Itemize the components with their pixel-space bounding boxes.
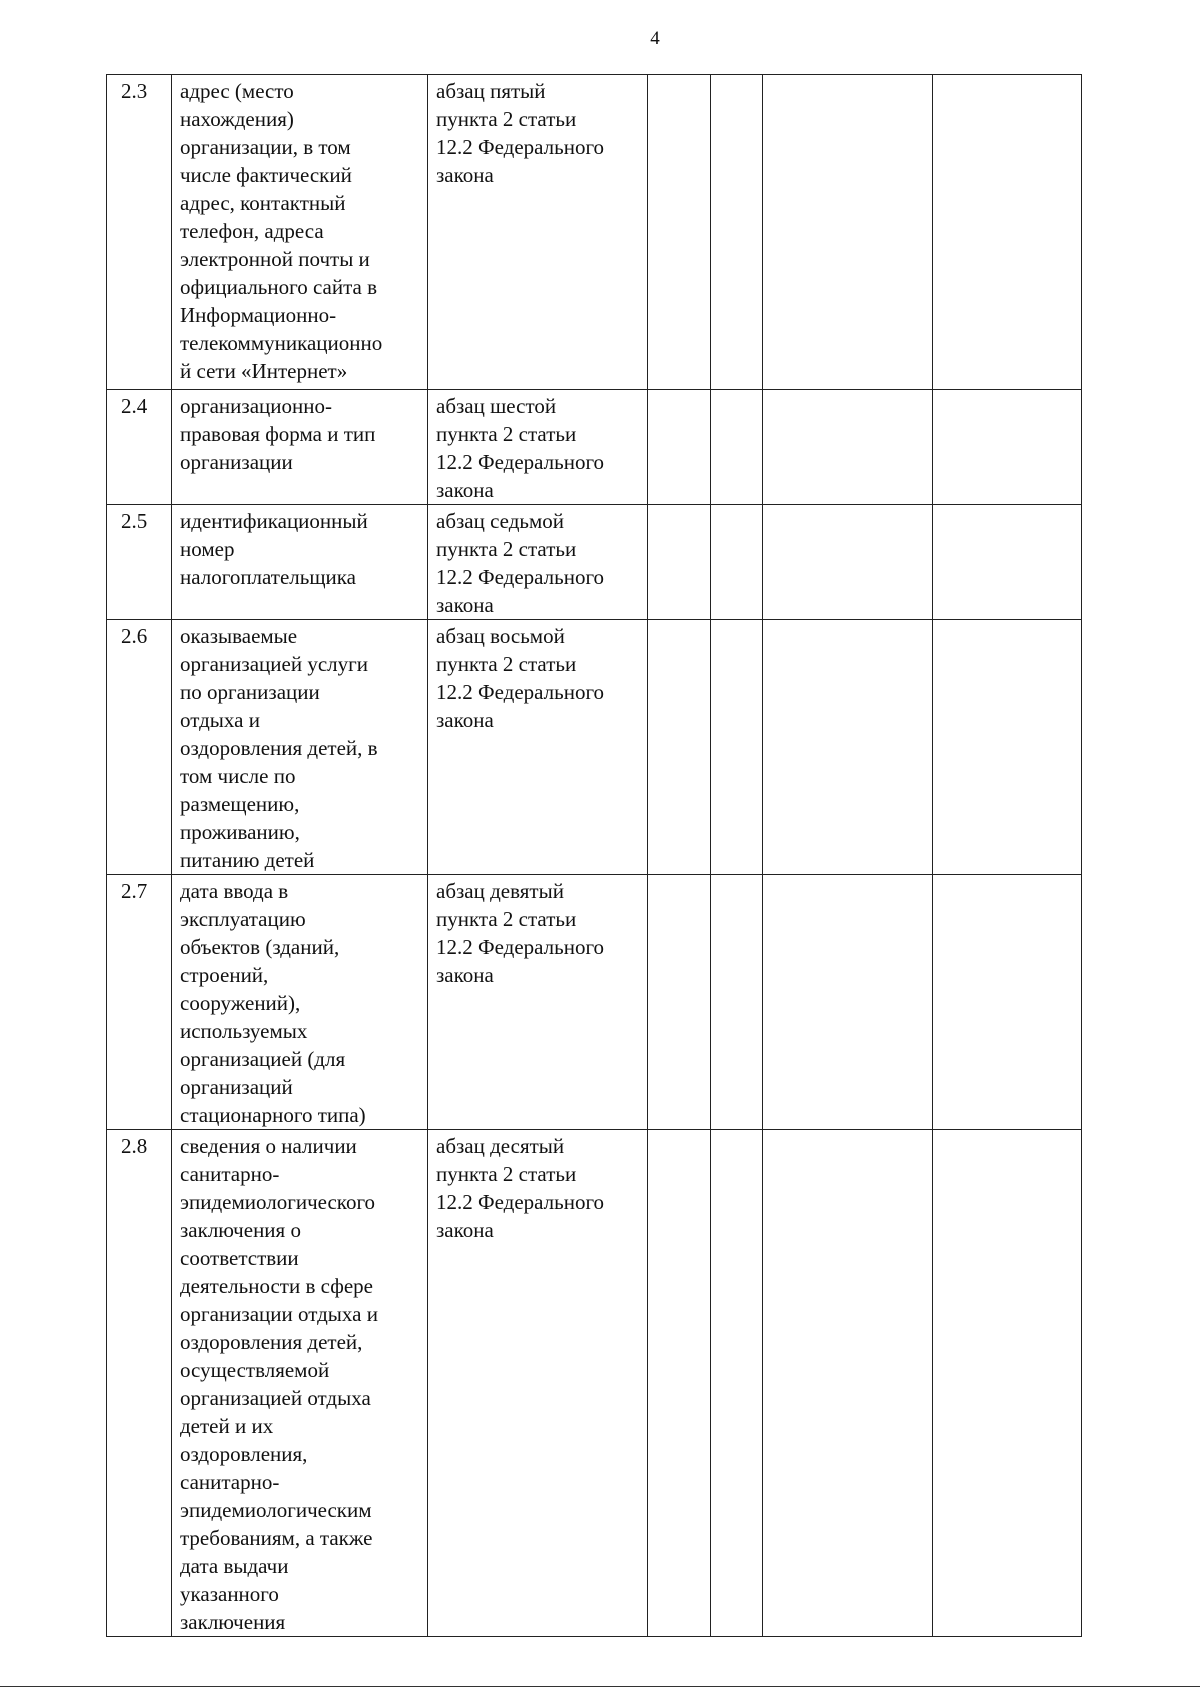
description-line: идентификационный (180, 509, 368, 533)
description-line: телекоммуникационно (180, 331, 383, 355)
empty-cell (933, 75, 1082, 390)
description-line: том числе по (180, 764, 296, 788)
table-row (107, 875, 1082, 1130)
item-number-text: 2.6 (121, 624, 148, 648)
description-line: деятельности в сфере (180, 1274, 373, 1298)
empty-cell (933, 505, 1082, 620)
reference-line: абзац десятый (436, 1134, 565, 1158)
item-description (172, 505, 428, 620)
description-line: санитарно- (180, 1162, 280, 1186)
description-line: эпидемиологического (180, 1190, 376, 1214)
reference-line: закона (436, 478, 494, 502)
description-line: организации, в том (180, 135, 351, 159)
reference-line: пункта 2 статьи (436, 422, 577, 446)
description-line: эпидемиологическим (180, 1498, 372, 1522)
description-line: организационно- (180, 394, 332, 418)
empty-cell (711, 875, 763, 1130)
description-line: нахождения) (180, 107, 294, 131)
description-line: размещению, (180, 792, 300, 816)
empty-cell (648, 505, 711, 620)
item-number (107, 620, 172, 875)
item-description (172, 1130, 428, 1637)
description-line: указанного (180, 1582, 279, 1606)
description-line: й сети «Интернет» (180, 359, 348, 383)
description-line: используемых (180, 1019, 308, 1043)
table-row (107, 1130, 1082, 1637)
item-number-text: 2.7 (121, 879, 148, 903)
reference-line: закона (436, 163, 494, 187)
empty-cell (711, 390, 763, 505)
description-line: детей и их (180, 1414, 274, 1438)
description-line: проживанию, (180, 820, 300, 844)
empty-cell (933, 1130, 1082, 1637)
description-line: дата ввода в (180, 879, 289, 903)
reference-line: 12.2 Федерального (436, 565, 605, 589)
description-line: объектов (зданий, (180, 935, 340, 959)
legal-reference (428, 1130, 648, 1637)
table-row (107, 75, 1082, 390)
table-row (107, 620, 1082, 875)
legal-reference (428, 75, 648, 390)
description-line: организации отдыха и (180, 1302, 378, 1326)
description-line: эксплуатацию (180, 907, 306, 931)
description-line: соответствии (180, 1246, 299, 1270)
reference-line: пункта 2 статьи (436, 537, 577, 561)
description-line: заключения (180, 1610, 286, 1634)
empty-cell (763, 390, 933, 505)
reference-line: пункта 2 статьи (436, 652, 577, 676)
empty-cell (711, 620, 763, 875)
reference-line: закона (436, 963, 494, 987)
reference-line: закона (436, 1218, 494, 1242)
description-line: требованиям, а также (180, 1526, 373, 1550)
reference-line: абзац пятый (436, 79, 546, 103)
description-line: строений, (180, 963, 269, 987)
reference-line: абзац девятый (436, 879, 564, 903)
table-row (107, 390, 1082, 505)
description-line: организацией отдыха (180, 1386, 371, 1410)
empty-cell (711, 75, 763, 390)
legal-reference (428, 875, 648, 1130)
item-description (172, 620, 428, 875)
description-line: сведения о наличии (180, 1134, 357, 1158)
reference-line: 12.2 Федерального (436, 935, 605, 959)
reference-line: 12.2 Федерального (436, 1190, 605, 1214)
requirements-table (106, 74, 1082, 1637)
description-line: адрес, контактный (180, 191, 346, 215)
item-number (107, 75, 172, 390)
reference-line: 12.2 Федерального (436, 680, 605, 704)
table-row (107, 505, 1082, 620)
description-line: стационарного типа) (180, 1103, 366, 1127)
reference-line: пункта 2 статьи (436, 1162, 577, 1186)
empty-cell (933, 875, 1082, 1130)
page-number: 4 (650, 28, 660, 49)
description-line: дата выдачи (180, 1554, 289, 1578)
legal-reference (428, 390, 648, 505)
description-line: сооружений), (180, 991, 301, 1015)
reference-line: 12.2 Федерального (436, 450, 605, 474)
item-number-text: 2.4 (121, 394, 148, 418)
reference-line: абзац шестой (436, 394, 557, 418)
empty-cell (648, 1130, 711, 1637)
description-line: оздоровления детей, в (180, 736, 378, 760)
description-line: организаций (180, 1075, 293, 1099)
bottom-rule (0, 1686, 1200, 1687)
item-number (107, 390, 172, 505)
empty-cell (763, 75, 933, 390)
description-line: адрес (место (180, 79, 294, 103)
reference-line: абзац восьмой (436, 624, 565, 648)
item-number-text: 2.3 (121, 79, 148, 103)
item-number-text: 2.8 (121, 1134, 148, 1158)
empty-cell (763, 620, 933, 875)
reference-line: закона (436, 708, 494, 732)
item-number (107, 1130, 172, 1637)
empty-cell (763, 875, 933, 1130)
description-line: оздоровления детей, (180, 1330, 363, 1354)
empty-cell (711, 1130, 763, 1637)
description-line: по организации (180, 680, 320, 704)
reference-line: абзац седьмой (436, 509, 565, 533)
item-number (107, 505, 172, 620)
empty-cell (763, 1130, 933, 1637)
empty-cell (648, 75, 711, 390)
description-line: телефон, адреса (180, 219, 324, 243)
empty-cell (933, 620, 1082, 875)
empty-cell (648, 620, 711, 875)
description-line: числе фактический (180, 163, 352, 187)
description-line: отдыха и (180, 708, 260, 732)
description-line: оздоровления, (180, 1442, 308, 1466)
description-line: электронной почты и (180, 247, 370, 271)
reference-line: пункта 2 статьи (436, 907, 577, 931)
empty-cell (933, 390, 1082, 505)
description-line: Информационно- (180, 303, 337, 327)
item-number (107, 875, 172, 1130)
description-line: правовая форма и тип (180, 422, 376, 446)
item-number-text: 2.5 (121, 509, 148, 533)
item-description (172, 75, 428, 390)
empty-cell (648, 875, 711, 1130)
reference-line: закона (436, 593, 494, 617)
empty-cell (648, 390, 711, 505)
description-line: организации (180, 450, 293, 474)
description-line: номер (180, 537, 235, 561)
legal-reference (428, 505, 648, 620)
item-description (172, 390, 428, 505)
empty-cell (763, 505, 933, 620)
item-description (172, 875, 428, 1130)
description-line: осуществляемой (180, 1358, 330, 1382)
empty-cell (711, 505, 763, 620)
description-line: организацией (для (180, 1047, 346, 1071)
legal-reference (428, 620, 648, 875)
description-line: официального сайта в (180, 275, 378, 299)
description-line: налогоплательщика (180, 565, 356, 589)
description-line: санитарно- (180, 1470, 280, 1494)
reference-line: пункта 2 статьи (436, 107, 577, 131)
reference-line: 12.2 Федерального (436, 135, 605, 159)
description-line: организацией услуги (180, 652, 368, 676)
description-line: питанию детей (180, 848, 315, 872)
description-line: заключения о (180, 1218, 301, 1242)
description-line: оказываемые (180, 624, 298, 648)
